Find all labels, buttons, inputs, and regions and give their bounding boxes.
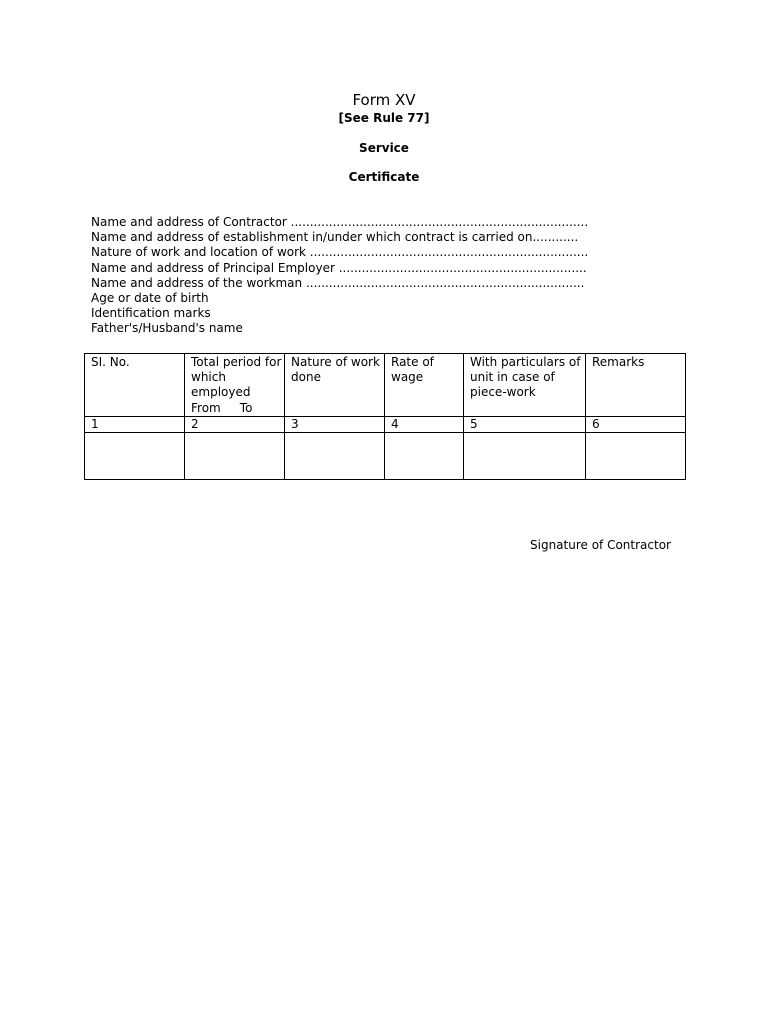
field-father-husband: Father's/Husband's name — [91, 321, 243, 336]
col-number: 2 — [185, 416, 285, 432]
col-number: 6 — [586, 416, 686, 432]
field-workman: Name and address of the workman ......................................................................... — [91, 275, 585, 290]
table-cell — [285, 433, 385, 480]
title-line-service: Service — [359, 141, 409, 155]
field-establishment: Name and address of establishment in/under which contract is carried on............ — [91, 230, 579, 245]
field-principal-employer: Name and address of Principal Employer ................................................................. — [91, 260, 587, 275]
title-line-certificate: Certificate — [348, 170, 420, 184]
table-header-row — [85, 354, 686, 417]
field-contractor: Name and address of Contractor .............................................................................. — [91, 215, 589, 229]
header-total-period: Total period for which employed From To — [185, 354, 285, 417]
table-cell — [85, 433, 185, 480]
header-remarks: Remarks — [586, 354, 686, 417]
table-row — [85, 433, 686, 480]
header-particulars: With particulars of unit in case of piece-work — [464, 354, 586, 417]
field-age: Age or date of birth — [91, 291, 209, 306]
col-number: 4 — [385, 416, 464, 432]
service-table — [84, 353, 686, 480]
header-rate-of-wage: Rate of wage — [385, 354, 464, 417]
field-nature-location: Nature of work and location of work ......................................................................... — [91, 245, 589, 260]
header-nature-of-work: Nature of work done — [285, 354, 385, 417]
table-cell — [586, 433, 686, 480]
table-cell — [464, 433, 586, 480]
table-number-row — [85, 416, 686, 432]
signature-of-contractor: Signature of Contractor — [530, 538, 671, 552]
table-cell — [385, 433, 464, 480]
header-sl-no: SI. No. — [85, 354, 185, 417]
period-subheader: From To — [191, 400, 253, 415]
form-title: Form XV — [352, 91, 416, 109]
field-identification: Identification marks — [91, 306, 211, 321]
col-number: 3 — [285, 416, 385, 432]
field-list — [91, 215, 691, 337]
col-number: 1 — [85, 416, 185, 432]
table-cell — [185, 433, 285, 480]
col-number: 5 — [464, 416, 586, 432]
rule-reference: [See Rule 77] — [338, 111, 430, 125]
